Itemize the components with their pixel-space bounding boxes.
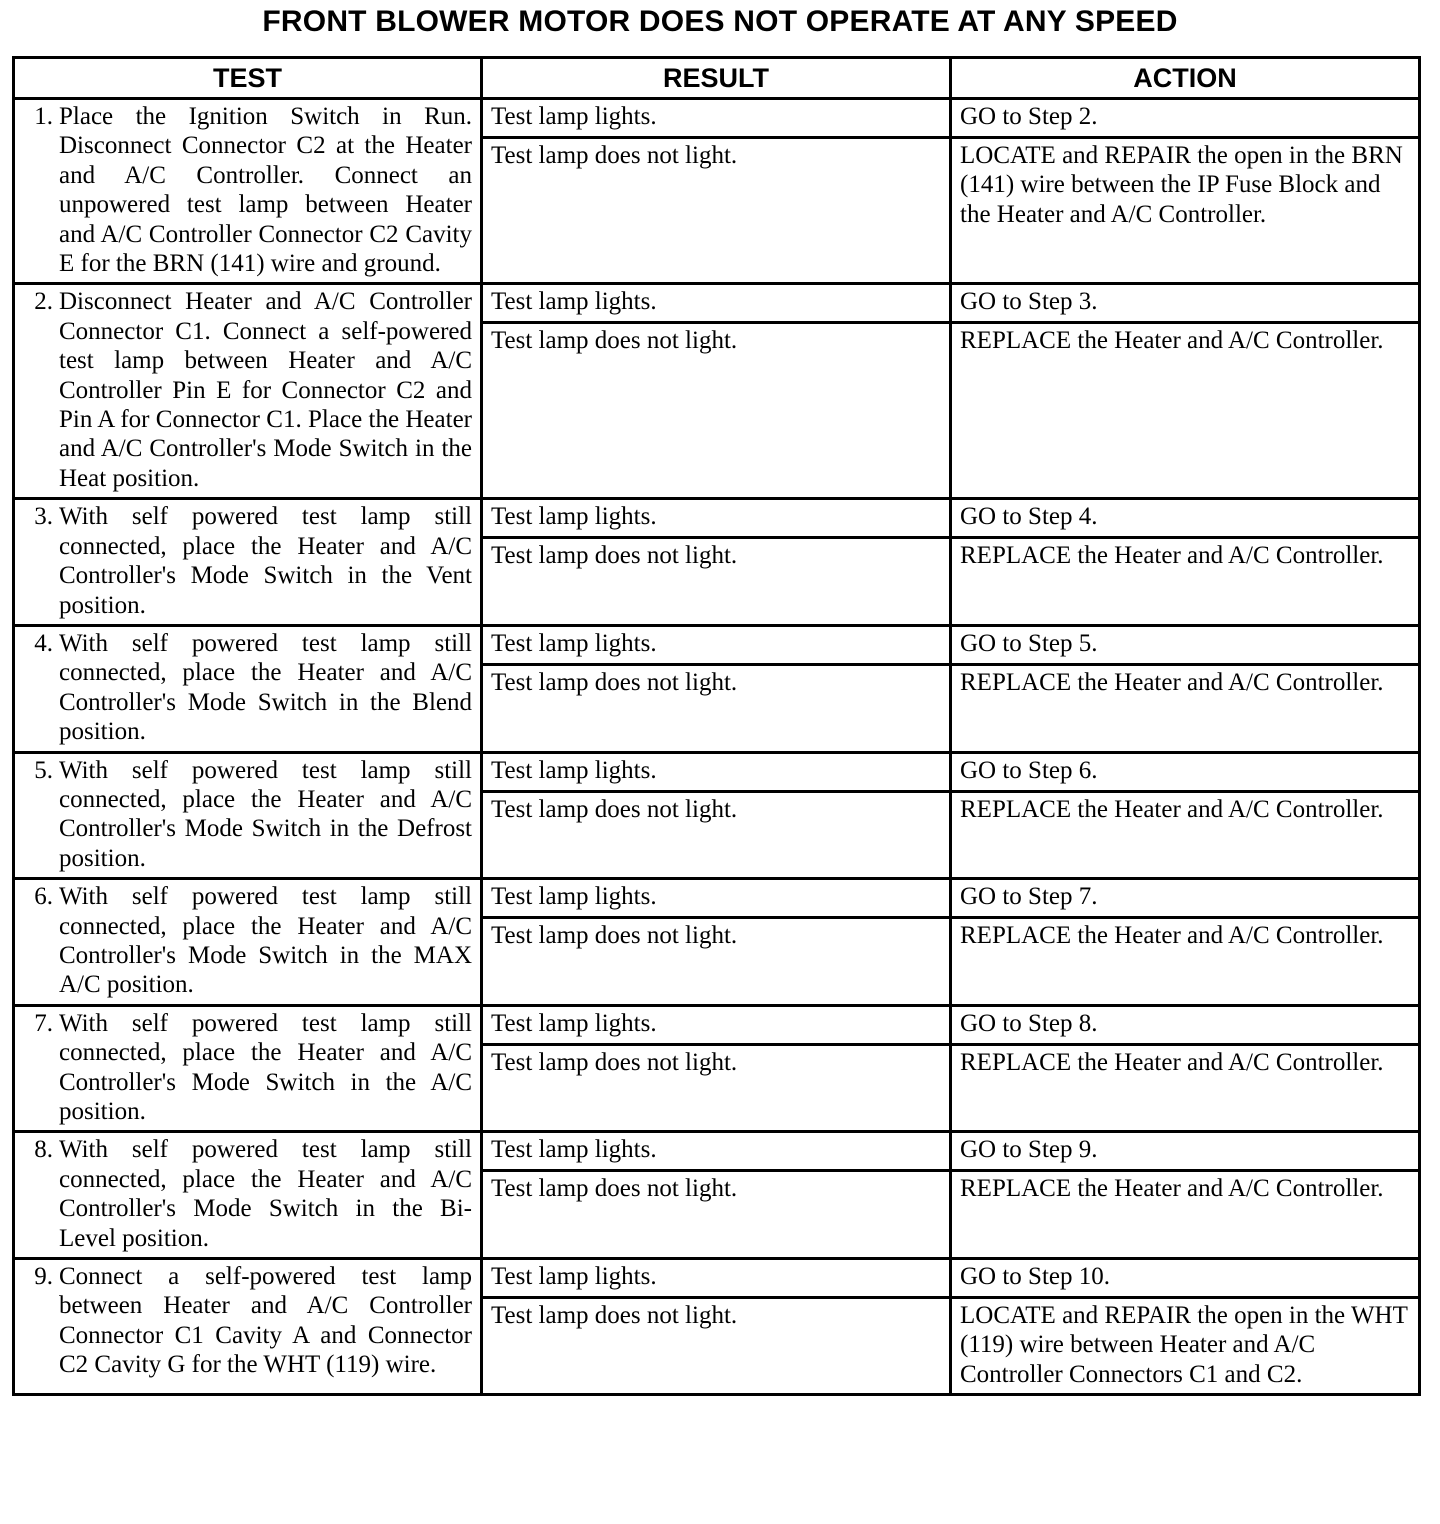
result-lights: Test lamp lights. (482, 752, 951, 791)
step-number: 9. (34, 1263, 53, 1291)
result-not-light: Test lamp does not light. (482, 1044, 951, 1132)
action-not-light: REPLACE the Heater and A/C Controller. (951, 918, 1420, 1006)
test-cell (14, 752, 482, 879)
table-row (14, 1005, 1420, 1044)
test-cell (14, 879, 482, 1006)
result-lights: Test lamp lights. (482, 1259, 951, 1298)
action-lights: GO to Step 3. (951, 284, 1420, 323)
step-number: 5. (34, 756, 53, 784)
step-number: 7. (34, 1009, 53, 1037)
table-row (14, 284, 1420, 323)
test-text: With self powered test lamp still connected, place the Heater and A/C Controller's Mode Switch in the Vent position. (59, 503, 472, 619)
header-row (14, 58, 1420, 99)
table-row (14, 625, 1420, 664)
page-title: FRONT BLOWER MOTOR DOES NOT OPERATE AT ANY SPEED (262, 5, 1178, 38)
header-result: RESULT (482, 58, 951, 99)
table-row (14, 1259, 1420, 1298)
test-text: Disconnect Heater and A/C Controller Connector C1. Connect a self-powered test lamp between Heater and A/C Controller Pin E for Connector C2 and Pin A for Connector C1. Place the Heater and A/C Controller's Mode Switch in the Heat position. (59, 288, 472, 492)
action-lights: GO to Step 6. (951, 752, 1420, 791)
test-text: With self powered test lamp still connected, place the Heater and A/C Controller's Mode Switch in the MAX A/C position. (59, 883, 472, 999)
test-cell (14, 1005, 482, 1132)
result-not-light: Test lamp does not light. (482, 791, 951, 879)
action-not-light: REPLACE the Heater and A/C Controller. (951, 538, 1420, 626)
test-text: Place the Ignition Switch in Run. Disconnect Connector C2 at the Heater and A/C Controller. Connect an unpowered test lamp between Heater and A/C Controller Connector C2 Cavity E for the BRN (141) wire and ground. (59, 103, 472, 278)
result-not-light: Test lamp does not light. (482, 918, 951, 1006)
action-not-light: LOCATE and REPAIR the open in the BRN (141) wire between the IP Fuse Block and the Heater and A/C Controller. (951, 138, 1420, 284)
step-number: 2. (34, 288, 53, 316)
action-not-light: LOCATE and REPAIR the open in the WHT (119) wire between Heater and A/C Controller Connectors C1 and C2. (951, 1298, 1420, 1395)
test-text: With self powered test lamp still connected, place the Heater and A/C Controller's Mode Switch in the Blend position. (59, 629, 472, 746)
test-cell (14, 499, 482, 626)
table-row (14, 99, 1420, 138)
test-cell (14, 1132, 482, 1259)
table-row (14, 879, 1420, 918)
action-not-light: REPLACE the Heater and A/C Controller. (951, 1044, 1420, 1132)
result-not-light: Test lamp does not light. (482, 538, 951, 626)
action-lights: GO to Step 9. (951, 1132, 1420, 1171)
header-test: TEST (14, 58, 482, 99)
step-number: 8. (34, 1136, 53, 1164)
header-action: ACTION (951, 58, 1420, 99)
test-cell (14, 284, 482, 499)
result-not-light: Test lamp does not light. (482, 1171, 951, 1259)
action-lights: GO to Step 8. (951, 1005, 1420, 1044)
test-cell (14, 99, 482, 284)
step-number: 1. (34, 103, 53, 130)
result-lights: Test lamp lights. (482, 879, 951, 918)
table-row (14, 499, 1420, 538)
test-cell (14, 625, 482, 752)
result-lights: Test lamp lights. (482, 284, 951, 323)
action-lights: GO to Step 7. (951, 879, 1420, 918)
test-text: With self powered test lamp still connected, place the Heater and A/C Controller's Mode Switch in the Bi-Level position. (59, 1136, 472, 1252)
action-lights: GO to Step 10. (951, 1259, 1420, 1298)
step-number: 4. (34, 629, 53, 657)
test-cell (14, 1259, 482, 1395)
test-text: With self powered test lamp still connected, place the Heater and A/C Controller's Mode Switch in the Defrost position. (59, 756, 472, 872)
test-text: With self powered test lamp still connected, place the Heater and A/C Controller's Mode Switch in the A/C position. (59, 1009, 472, 1125)
action-not-light: REPLACE the Heater and A/C Controller. (951, 1171, 1420, 1259)
result-not-light: Test lamp does not light. (482, 138, 951, 284)
result-not-light: Test lamp does not light. (482, 1298, 951, 1395)
table-row (14, 1132, 1420, 1171)
table-row (14, 752, 1420, 791)
action-lights: GO to Step 4. (951, 499, 1420, 538)
diagnostic-table (12, 56, 1421, 1396)
step-number: 3. (34, 503, 53, 531)
result-not-light: Test lamp does not light. (482, 664, 951, 752)
result-lights: Test lamp lights. (482, 99, 951, 138)
result-lights: Test lamp lights. (482, 499, 951, 538)
action-not-light: REPLACE the Heater and A/C Controller. (951, 664, 1420, 752)
action-not-light: REPLACE the Heater and A/C Controller. (951, 791, 1420, 879)
result-lights: Test lamp lights. (482, 625, 951, 664)
result-lights: Test lamp lights. (482, 1005, 951, 1044)
result-lights: Test lamp lights. (482, 1132, 951, 1171)
action-lights: GO to Step 2. (951, 99, 1420, 138)
step-number: 6. (34, 883, 53, 911)
action-lights: GO to Step 5. (951, 625, 1420, 664)
test-text: Connect a self-powered test lamp between Heater and A/C Controller Connector C1 Cavity A and Connector C2 Cavity G for the WHT (119) wire. (59, 1263, 472, 1379)
result-not-light: Test lamp does not light. (482, 323, 951, 499)
action-not-light: REPLACE the Heater and A/C Controller. (951, 323, 1420, 499)
